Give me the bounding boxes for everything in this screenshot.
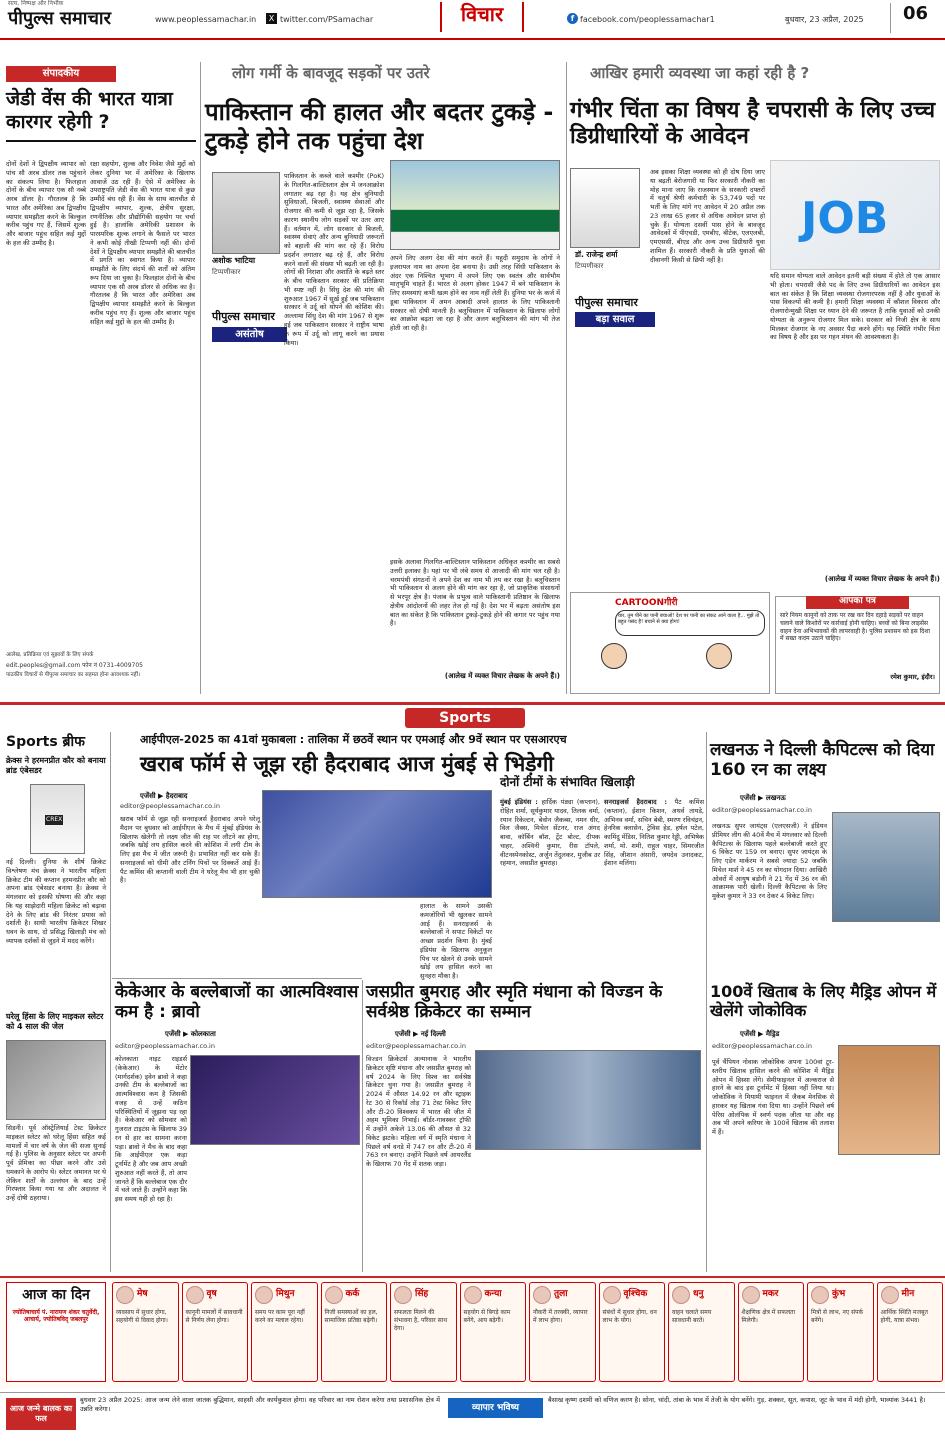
rashi-text: नौकरी में तरक्की, व्यापार में लाभ होगा।	[533, 1309, 588, 1324]
editorial-tab: संपादकीय	[6, 66, 116, 82]
mi-label: मुंबई इंडियंस :	[500, 798, 538, 806]
rashi-box	[460, 1282, 527, 1382]
rashi-box	[390, 1282, 457, 1382]
zodiac-icon	[255, 1286, 273, 1304]
cartoon-figure-left	[601, 643, 627, 669]
srh-agency: एजेंसी ▶ हैदराबाद	[140, 792, 188, 800]
column-divider	[110, 732, 111, 1272]
zodiac-icon	[394, 1286, 412, 1304]
rashi-text: सहयोग से बिगड़े काम बनेंगे, आय बढ़ेगी।	[463, 1309, 511, 1324]
wisden-headline[interactable]: जसप्रीत बुमराह और स्मृति मंधाना को विज्डन के सर्वश्रेष्ठ क्रिकेटर का सम्मान	[366, 982, 663, 1023]
srh-email[interactable]: editor@peoplessamachar.co.in	[120, 802, 220, 810]
lsg-headline[interactable]: लखनऊ ने दिल्ली कैपिटल्स को दिया 160 रन का लक्ष्य	[710, 740, 935, 781]
brand-logo[interactable]	[8, 0, 111, 31]
rashi-box	[529, 1282, 596, 1382]
srh-photo	[262, 790, 492, 898]
srh-list: पैट कमिंस (कप्तान), ईशान किशन, अथर्व तायडे, अभिनव वर्मा, सचिन बेबी, स्मरण रविचंद्रन, हेनरिक क्लासेन, ट्रेविस हेड, हर्षल पटेल, कामिंदु मेंडिस, नितिश कुमार रेड्डी, अभिषेक शर्मा, मो. शमी, राहुल चाहर, सिमरजीत सिंह, जीशान अंसारी, जयदेव उनादकट, ईशान मलिंगा।	[604, 798, 704, 868]
pak-logo: पीपुल्स समाचार	[212, 310, 275, 323]
letter-tab: आपका पत्र	[806, 596, 909, 609]
pak-tag: असंतोष	[212, 327, 287, 342]
mi-list: हार्दिक पंड्या (कप्तान), रोहित शर्मा, सूर्यकुमार यादव, तिलक वर्मा, रयान रिकेल्टन, बेवोन जैकब्स, नमन धीर, विल जैक्स, मिचेल सेंटनर, राज अंगद बावा, कॉर्बिन बॉश, ट्रेंट बोल्ट, दीपक चाहर, अश्विनी कुमार, रीस टॉपले, वीटनस्पेनकोस्ट, अर्जुन तेंदुलकर, मुजीब उर रहमान, जसप्रीत बुमराह।	[500, 798, 600, 868]
rashi-name: मेष	[137, 1289, 148, 1299]
column-divider	[706, 732, 707, 1272]
rashi-name: सिंह	[415, 1289, 429, 1299]
crex-logo: CREX	[46, 816, 63, 823]
divider	[112, 978, 362, 979]
cartoon-label: CARTOONगीरी	[615, 598, 678, 608]
brief2-photo	[6, 1040, 106, 1120]
twitter-link[interactable]: twitter.com/PSamachar	[280, 15, 374, 24]
kkr-email[interactable]: editor@peoplessamachar.co.in	[115, 1042, 215, 1050]
rashi-name: कन्या	[484, 1289, 502, 1299]
peon-author: डॉ. राजेन्द्र शर्मा	[575, 250, 618, 259]
peon-kicker: आखिर हमारी व्यवस्था जा कहां रही है ?	[590, 64, 810, 82]
rashifal-astrologer: ज्योतिषाचार्य पं. नारायण शंकर चतुर्वेदी, आचार्य, ज्योतिषविद् जबलपुर	[12, 1308, 100, 1323]
birth-label: आज जन्मे बालक का फल	[6, 1398, 76, 1430]
brand-name: पीपुल्स समाचार	[8, 8, 111, 29]
author-photo	[212, 172, 280, 254]
rashi-text: वाहन चलाते समय सावधानी बरतें।	[672, 1309, 712, 1324]
peon-tag: बड़ा सवाल	[575, 312, 655, 327]
letter-body: सारे नियम कानूनों को ताक पर रख कर दिन दहाड़े सड़कों पर वाहन चलाने वाले किशोरों पर कार्रवाई होनी चाहिए। बच्चों को बिना लाइसेंस वाहन देना अभिभावकों की लापरवाही है। पुलिस प्रशासन को इस दिशा में सख्त कदम उठाने चाहिए।	[780, 612, 930, 643]
rashi-text: समय पर काम पूरा नहीं करने का मलाल रहेगा।	[255, 1309, 305, 1324]
rashi-box	[668, 1282, 735, 1382]
rashi-name: वृश्चिक	[623, 1289, 648, 1299]
job-text: JOB	[801, 193, 889, 244]
trade-label: व्यापार भविष्य	[448, 1398, 543, 1418]
rashi-text: आर्थिक स्थिति मजबूत होगी, यात्रा संभव।	[880, 1309, 928, 1324]
sports-brief-title: Sports ब्रीफ	[6, 734, 85, 750]
rashi-name: धनु	[693, 1289, 704, 1299]
rashi-text: निजी समस्याओं का हल, सामाजिक प्रतिष्ठा बढ़ेगी।	[324, 1309, 378, 1324]
issue-date: बुधवार, 23 अप्रैल, 2025	[785, 15, 864, 24]
lsg-photo	[832, 812, 940, 922]
x-icon: X	[266, 13, 277, 24]
brief2-headline[interactable]: घरेलू हिंसा के लिए माइकल स्लेटर को 4 साल की जेल	[6, 1012, 104, 1031]
srh-kicker: आईपीएल-2025 का 41वां मुकाबला : तालिका में छठवें स्थान पर एमआई और 9वें स्थान पर एसआरएच	[140, 733, 567, 746]
cartoon-figure-right	[706, 643, 732, 669]
letter-box	[775, 596, 940, 694]
djoko-headline[interactable]: 100वें खिताब के लिए मैड्रिड ओपन में खेलेंगे जोकोविक	[710, 982, 937, 1021]
brief1-body: नई दिल्ली। दुनिया के शीर्ष क्रिकेट विश्लेषण मंच क्रेक्स ने भारतीय महिला क्रिकेट टीम की कप्तान हरमनप्रीत कौर को अपना ब्रांड एंबेसडर बनाया है। क्रेक्स ने मंगलवार को इसकी घोषणा की और कहा कि यह साझेदारी महिला क्रिकेट को बढ़ावा देने के लिए ब्रांड की निरंतर प्रयास को दर्शाती है। साथी भारतीय क्रिकेटर शिखर धवन के साथ, दो प्रसिद्ध खिलाड़ी मंच को व्यापक दर्शकों से जुड़ने में मदद करेंगे।	[6, 858, 106, 945]
rashi-box	[807, 1282, 874, 1382]
lsg-agency: एजेंसी ▶ लखनऊ	[740, 794, 786, 802]
rashi-name: तुला	[554, 1289, 568, 1299]
wisden-agency: एजेंसी ▶ नई दिल्ली	[395, 1030, 446, 1038]
zodiac-icon	[464, 1286, 482, 1304]
job-illustration	[770, 160, 940, 270]
pak-body-1: पाकिस्तान के कब्जे वाले कश्मीर (PoK) के गिलगित-बाल्टिस्तान क्षेत्र में जनआक्रोश लगातार बढ़ रहा है। यह क्षेत्र बुनियादी सुविधाओं, बिजली, स्वास्थ्य सेवाओं और रोजगार की कमी से जूझ रहा है, जिसके कारण स्थानीय लोग सड़कों पर उतर आए हैं। वर्तमान में, लोग सरकार से बिजली, स्वास्थ्य सेवाएं और अन्य बुनियादी जरूरतों को बहाली की मांग कर रहे हैं। विरोध प्रदर्शन लगातार बढ़ रहे हैं, और विरोध करने वालों की संख्या भी बढ़ती जा रही है। लोगों की निराशा और अशांति के बढ़ते स्तर के बीच पाकिस्तान सरकार की प्रतिक्रिया भी स्पष्ट नहीं है। सिंधु देश की मांग की शुरुआत 1967 में सुर्ख़ हुई जब पाकिस्तान सरकार ने उर्दू को थोपने की कोशिश की। अल्लामा सिंधु देश की मांग 1967 से शुरू हुई जब पाकिस्तान सरकार ने राष्ट्रीय भाषा के रूप में उर्दू को लागू करने का प्रयास किया।	[284, 172, 384, 347]
kkr-body: कोलकाता नाइट राइडर्स (केकेआर) के मेंटोर (मार्गदर्शक) ड्वेन ब्रावो ने कहा उनकी टीम के बल्लेबाजों का आत्मविश्वास कम है जिसकी वजह से उन्हें कठिन परिस्थितियों में जूझना पड़ रहा है। केकेआर को सोमवार को गुजरात टाइटंस के खिलाफ 39 रन से हार का सामना करना पड़ा। ब्रावो ने मैच के बाद कहा कि आईपीएल एक कड़ा टूर्नामेंट है और जब आप अच्छी शुरुआत नहीं करते हैं, तो आप जानते हैं कि बल्लेबाज एक दौर में चले जाते हैं। उन्होंने कहा कि इस समय यही हो रहा है।	[115, 1055, 187, 1204]
column-divider	[200, 62, 201, 694]
lsg-email[interactable]: editor@peoplessamachar.co.in	[712, 806, 812, 814]
rashi-text: शैक्षणिक क्षेत्र में सफलता मिलेगी।	[741, 1309, 796, 1324]
zodiac-icon	[811, 1286, 829, 1304]
editorial-body: रक्षा सहयोग, शुल्क और निवेश जैसे मुद्दों को लेकर दुनिया भर में अमेरिका के खिलाफ आवाजें उठ रही हैं। ऐसे में अमेरिका के उपराष्ट्रपति जेडी वेंस की भारत यात्रा से कुछ उम्मीदें बंध रही हैं। वेंस के साथ बातचीत से द्विपक्षीय व्यापार, शुल्क, क्षेत्रीय सुरक्षा, रणनीतिक और प्रौद्योगिकी सहयोग पर चर्चा हुई है। हालांकि अमेरिकी प्रशासन के पारस्परिक शुल्क लगाने के फैसले पर भारत ने कभी कोई तीखी टिप्पणी नहीं की। दोनों देशों ने द्विपक्षीय व्यापार समझौते की बातचीत में प्रगति का स्वागत किया है। व्यापार समझौते के लिए संदर्भ की शर्तों को अंतिम रूप दिया जा चुका है। फिलहाल दोनों के बीच व्यापार एक सौ अरब डॉलर से अधिक का है। गौरतलब है कि भारत और अमेरिका अब द्विपक्षीय व्यापार समझौते करने के बिल्कुल करीब पहुंच गए हैं। शुल्क और बाजार पहुंच सहित कई मुद्दों के हल की उम्मीद है।	[90, 160, 195, 326]
rashifal-title: आज का दिन	[22, 1287, 90, 1303]
website-link[interactable]: www.peoplessamachar.in	[155, 15, 257, 24]
editorial-side: दोनों देशों ने द्विपक्षीय व्यापार को पांच सौ अरब डॉलर तक पहुंचाने का संकल्प लिया है। फिलहाल दोनों के बीच व्यापार एक सौ नब्बे अरब डॉलर है। गौरतलब है कि भारत और अमेरिका अब द्विपक्षीय व्यापार समझौता करने के बिल्कुल करीब पहुंच गए हैं, जिसमें शुल्क और बाजार पहुंच सहित कई मुद्दों के हल की उम्मीद है।	[6, 160, 86, 247]
rashi-text: संबंधों में सुधार होगा, धन लाभ के योग।	[602, 1309, 657, 1324]
peon-body-2: यदि समान योग्यता वाले आवेदन इतनी बड़ी संख्या में होते तो एक आसार भी होता। चपरासी जैसे पद के लिए उच्च डिग्रीधारियों का आवेदन इस बात का संकेत है कि शिक्षा व्यवस्था रोजगारपरक नहीं है और युवाओं के पास विकल्पों की कमी है। हमारी शिक्षा व्यवस्था में कौशल विकास और रोजगारोन्मुखी शिक्षा पर ध्यान देने की जरूरत है ताकि युवाओं को उनकी योग्यता के अनुरूप रोजगार मिल सके। सरकार को निजी क्षेत्र के साथ मिलकर रोजगार के नए अवसर पैदा करने होंगे। यह स्थिति गंभीर चिंता का विषय है और इस पर गहन मंथन की आवश्यकता है।	[770, 272, 940, 342]
cartoon-panel	[570, 592, 770, 694]
djoko-agency: एजेंसी ▶ मैड्रिड	[740, 1030, 780, 1038]
wisden-email[interactable]: editor@peoplessamachar.co.in	[366, 1042, 466, 1050]
srh-body-2: हालात के सामने उसकी कमजोरियों भी खुलकर सामने आई हैं। सनराइजर्स के बल्लेबाजों ने सपाट विकेटों पर अच्छा प्रदर्शन किया है। मुंबई इंडियंस के खिलाफ अनुकूल पिच पर खेलने से उनके सामने खोई लय हासिल करने का सुनहरा मौका है।	[420, 902, 492, 981]
djoko-photo	[838, 1045, 940, 1155]
trade-text: बैसाख कृष्ण दशमी को वणिज करण है। सोना, चांदी, तांबा के भाव में तेजी के योग बनेंगे। गुड़, शक्कर, सूत, कपास, जूट के भाव में मंदी होगी, भाव्यांक 3441 है।	[548, 1396, 926, 1404]
zodiac-icon	[325, 1286, 343, 1304]
djoko-body: पूर्व चैंपियन नोवाक जोकोविक अपना 100वां टूर-स्तरीय खिताब हासिल करने की कोशिश में मैड्रिड ओपन में हिस्सा लेंगे। सेमीफाइनल में अल्कराज से हारने के बाद इस टूर्नामेंट में हिस्सा नहीं लिया था। जोकोविक ने मियामी फाइनल में जैकब मेनसिक से हारकर यह खिताब गंवा दिया था। उन्होंने पिछले वर्ष पेरिस ओलंपिक में स्वर्ण पदक जीता था और वह अब भी अपने करियर के 100वें खिताब की तलाश में हैं।	[712, 1058, 834, 1137]
rashi-text: व्यवसाय में सुधार होगा, सहयोगी से विवाद होगा।	[116, 1309, 168, 1324]
brief1-photo	[30, 784, 85, 854]
djoko-email[interactable]: editor@peoplessamachar.co.in	[712, 1042, 812, 1050]
kkr-agency: एजेंसी ▶ कोलकाता	[165, 1030, 216, 1038]
author-photo	[570, 168, 640, 248]
editorial-footer-1: आलेख, प्रतिक्रिया एवं सुझावों के लिए संपर्क	[6, 652, 94, 658]
peon-footer: (आलेख में व्यक्त विचार लेखक के अपने हैं।)	[824, 575, 940, 583]
zodiac-icon	[603, 1286, 621, 1304]
pak-body-3: इसके अलावा गिलगित-बाल्टिस्तान पाकिस्तान अधिकृत कश्मीर का सबसे उत्तरी इलाका है। यहां पर भी लंबे समय से आजादी की मांग चल रही है। चरमपंथी संगठनों ने अपने देश का नाम भी तय कर रखा है। बलूचिस्तान भी पाकिस्तान से अलग होने की मांग कर रहा है, जो प्राकृतिक संसाधनों से भरपूर क्षेत्र है। पंजाब के प्रभुत्व वाले पाकिस्तानी प्रतिष्ठान के खिलाफ क्षेत्रीय आंदोलनों की लहर तेज हो गई है। देश भर में बढ़ता असंतोष इस बात का संकेत है कि पाकिस्तान टुकड़े-टुकड़े होने की कगार पर पहुंच गया है।	[390, 558, 560, 628]
speech-bubble: यार, तुम पीने का पानी बचाओ! देश पर पानी का संकट आने वाला है... मुझे तो बहुत पसंद है! बचाने से क्या होगा!	[615, 610, 765, 636]
sports-banner: Sports	[405, 708, 525, 728]
letter-sign: रमेश कुमार, इंदौर।	[890, 673, 935, 681]
srh-squad	[604, 798, 704, 973]
teams-headline: दोनों टीमों के संभावित खिलाड़ी	[500, 775, 635, 789]
rashi-name: कुंभ	[832, 1289, 846, 1299]
pakistan-flag-image	[390, 160, 560, 250]
rashi-name: मीन	[901, 1289, 915, 1299]
column-divider	[362, 980, 363, 1272]
rashi-box	[599, 1282, 666, 1382]
srh-headline[interactable]: खराब फॉर्म से जूझ रही हैदराबाद आज मुंबई से भिड़ेगी	[140, 752, 554, 776]
rashifal-title-box	[6, 1282, 106, 1382]
brief1-headline[interactable]: क्रेक्स ने हरमनप्रीत कौर को बनाया ब्रांड एंबेसडर	[6, 756, 106, 775]
zodiac-icon	[186, 1286, 204, 1304]
pak-kicker: लोग गर्मी के बावजूद सड़कों पर उतरे	[232, 64, 430, 82]
rashi-text: मित्रों से लाभ, नए संपर्क बनेंगे।	[811, 1309, 864, 1324]
birth-text: बुधवार 23 अप्रैल 2025: आज जन्म लेने वाला जातक बुद्धिमान, साहसी और कार्यकुशल होगा। वह परिवार का नाम रोशन करेगा तथा प्रशासनिक क्षेत्र में उन्नति करेगा।	[80, 1396, 440, 1413]
editorial-footer-2[interactable]: edit.peoples@gmail.com फोन नं 0731-4009705	[6, 662, 143, 669]
zodiac-icon	[672, 1286, 690, 1304]
zodiac-icon	[742, 1286, 760, 1304]
rashi-name: मकर	[762, 1289, 779, 1299]
lsg-body: लखनऊ सुपर जायंट्स (एलएसजी) ने इंडियन प्रीमियर लीग की 40वें मैच में मंगलवार को दिल्ली कैपिटल्स के खिलाफ पहले बल्लेबाजी करते हुए 6 विकेट पर 159 रन बनाए। सुपर जायंट्स के लिए एडेन मार्करम ने सबसे ज्यादा 52 जबकि मिचेल मार्श ने 45 रन का योगदान दिया। आखिरी ओवरों में आयुष बडोनी ने 21 गेंद में 36 रन की आक्रामक पारी खेली। दिल्ली कैपिटल्स के लिए मुकेश कुमार ने 33 रन देकर 4 विकेट लिए।	[712, 822, 827, 901]
rashi-box	[321, 1282, 388, 1382]
peon-author-role: टिप्पणीकार	[575, 262, 604, 270]
pak-headline[interactable]: पाकिस्तान की हालत और बदतर टुकड़े - टुकड़े होने तक पहुंचा देश	[205, 98, 554, 155]
editorial-headline[interactable]: जेडी वेंस की भारत यात्रा कारगर रहेगी ?	[6, 88, 173, 133]
column-divider	[566, 62, 567, 694]
rashi-box	[877, 1282, 944, 1382]
rashi-text: कानूनी मामलों में सावधानी से निर्णय लेना होगा।	[185, 1309, 243, 1324]
zodiac-icon	[116, 1286, 134, 1304]
pak-body-2: अपने लिए अलग देश की मांग करते हैं। यहूदी समुदाय के लोगों ने इजरायल नाम का अपना देश बनाया है। उसी तरह सिंधी पाकिस्तान के अंदर एक निश्चित भूभाग में अपने लिए एक स्वतंत्र और सार्वभौम मातृभूमि चाहते हैं। भारत से अलग होकर 1947 में बने पाकिस्तान के लिए समस्याएं कभी खत्म होने का नाम नहीं लेती हैं। दुनिया भर के कर्ज में डूबा पाकिस्तान में अमन आबादी अपने हालात के लिए पाकिस्तानी सरकार को दोषी मानती है। बलूचिस्तान में पाकिस्तान के खिलाफ लोगों का आक्रोश बढ़ता जा रहा है और अलग बलूचिस्तान की मांग भी तेज होती जा रही है।	[390, 254, 560, 333]
rashi-name: वृष	[206, 1289, 217, 1299]
peon-body-1: अब इसका शिक्षा व्यवस्था को ही दोष दिया जाए या बढ़ती बेरोजगारी या फिर सरकारी नौकरी का मोह माना जाए कि राजस्थान के सरकारी दफ्तरों में चतुर्थ श्रेणी कर्मचारी के 53,749 पदों पर भर्ती के लिए मांगे गए आवेदन में 20 अप्रैल तक 23 लाख 65 हजार से अधिक आवेदन प्राप्त हो चुके हैं। योग्यता दसवीं पास होने के बावजूद आवेदकों में पीएचडी, एमबीए, बीटेक, एलएलबी, एमएससी, बीएड और अन्य उच्च डिग्रीधारी युवा शामिल हैं। सरकारी नौकरी के प्रति युवाओं की दीवानगी किसी से छिपी नहीं है।	[650, 168, 765, 264]
wisden-photo	[475, 1050, 701, 1150]
page-number: 06	[890, 3, 940, 33]
sports-banner-bar	[0, 702, 945, 728]
zodiac-icon	[533, 1286, 551, 1304]
peon-headline[interactable]: गंभीर चिंता का विषय है चपरासी के लिए उच्च डिग्रीधारियों के आवेदन	[570, 98, 936, 150]
masthead	[0, 0, 945, 40]
rashi-name: कर्क	[345, 1289, 360, 1299]
facebook-icon: f	[567, 13, 578, 24]
mi-squad	[500, 798, 600, 973]
brand-tagline: सत्य, निष्पक्ष और निर्भीक	[8, 0, 64, 7]
peon-logo: पीपुल्स समाचार	[575, 296, 638, 309]
pak-author: अशोक भाटिया	[212, 256, 256, 265]
brief2-body: सिडनी। पूर्व ऑस्ट्रेलियाई टेस्ट क्रिकेटर माइकल स्लेटर को घरेलू हिंसा सहित कई मामलों में चार वर्ष के जेल की सजा सुनाई गई है। पुलिस के अनुसार स्लेटर पर अपनी पूर्व प्रेमिका का पीछा करने और उसे धमकाने के आरोप थे। स्लेटर जमानत पर थे लेकिन शर्तों के उल्लंघन के बाद उन्हें गिरफ्तार किया गया था और अदालत ने उन्हें दोषी ठहराया।	[6, 1124, 106, 1203]
rashi-box	[738, 1282, 805, 1382]
rashi-name: मिथुन	[276, 1289, 295, 1299]
zodiac-icon	[881, 1286, 899, 1304]
rashi-text: सफलता मिलने की संभावना है, परिवार साथ देगा।	[394, 1309, 448, 1332]
kkr-photo	[190, 1055, 360, 1145]
wisden-body: विज्डन क्रिकेटर्स अल्मानाक ने भारतीय क्रिकेटर सृष्टि मंधाना और जसप्रीत बुमराह को वर्ष 2024 के लिए विश्व का सर्वश्रेष्ठ क्रिकेटर चुना गया है। जसप्रीत बुमराह ने 2024 में औसत 14.92 रन और स्ट्राइक रेट 30 से रिकॉर्ड तोड़ 71 टेस्ट विकेट लिए और टी-20 विश्वकप में भारत की जीत में अहम भूमिका निभाई। बॉर्डर-गावस्कर ट्रॉफी में उन्होंने अकेले 13.06 की औसत से 32 विकेट झटके। महिला वर्ग में स्मृति मंधाना ने पिछले वर्ष वनडे में 747 रन और टी-20 में 763 रन बनाए। उन्होंने पिछले वर्ष आयरलैंड के खिलाफ 70 गेंद में शतक जड़ा।	[366, 1055, 471, 1169]
divider	[6, 140, 196, 142]
rashi-box	[251, 1282, 318, 1382]
editorial-footer-3: पाठकीय विचारों से पीपुल्स समाचार का सहमत होना आवश्यक नहीं।	[6, 672, 141, 678]
facebook-link[interactable]: facebook.com/peoplessamachar1	[580, 15, 715, 24]
srh-label: सनराइजर्स हैदराबाद :	[604, 798, 667, 806]
srh-body: खराब फॉर्म से जूझ रही सनराइजर्स हैदराबाद अपने घरेलू मैदान पर बुधवार को आईपीएल के मैच में मुंबई इंडियंस के खिलाफ खेलेगी तो लक्ष्य जीत की राह पर लौटने का होगा, जबकि खोई लय हासिल करने की कोशिश में लगी टीम के लिए इस मैच में जीत जरूरी है। प्रभावित नहीं कर सके हैं। सनराइजर्स को धीमी और टर्निंग पिचों पर दिक्कतें आई हैं। पैट कमिंस की कप्तानी वाली टीम ने घरेलू मैच भी हार चुकी है।	[120, 815, 260, 885]
pak-footer: (आलेख में व्यक्त विचार लेखक के अपने हैं।)	[444, 672, 560, 680]
section-title: विचार	[440, 2, 524, 32]
pak-author-role: टिप्पणीकार	[212, 268, 241, 276]
kkr-headline[interactable]: केकेआर के बल्लेबाजों का आत्मविश्वास कम है : ब्रावो	[115, 982, 359, 1023]
rashi-box	[182, 1282, 249, 1382]
rashi-box	[112, 1282, 179, 1382]
